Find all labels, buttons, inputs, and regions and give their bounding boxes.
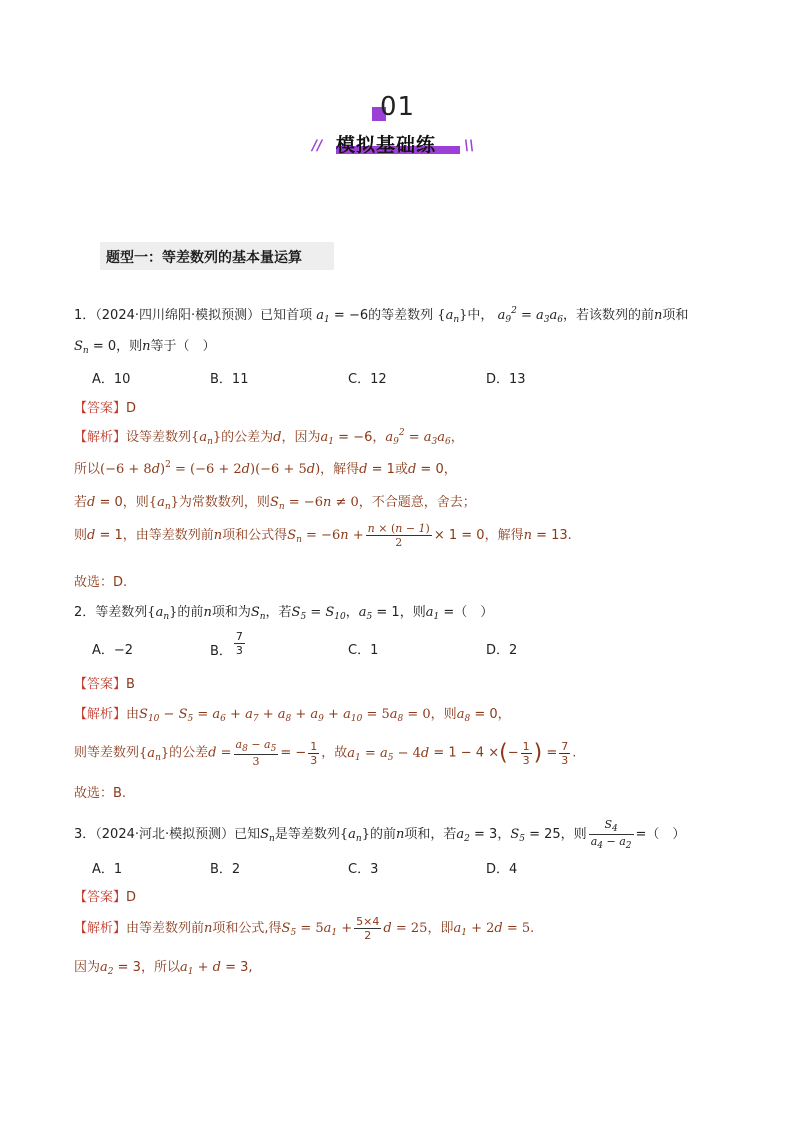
q1-option-b: B．11 [210, 372, 249, 387]
q1-conclusion: 故选：D. [74, 575, 128, 590]
q2-option-d: D．2 [486, 643, 518, 658]
q1-option-c: C．12 [348, 372, 387, 387]
q1-answer: 【答案】D [74, 401, 137, 416]
q1-stem-line2: $S_n = 0$，则n等于（ ） [74, 339, 216, 356]
q2-analysis-line1: 【解析】由$S_{10} - S_5 = a_6 + a_7 + a_8 + a_9 + a_{10} = 5a_8 = 0$，则$a_8 = 0$， [74, 707, 511, 724]
q3-answer: 【答案】D [74, 890, 137, 905]
q2-conclusion: 故选：B. [74, 786, 127, 801]
q1-analysis-line2: 所以$(-6 + 8d)^2 = (-6 + 2d)(-6 + 5d)$，解得d = 1或d = 0， [74, 460, 457, 477]
right-slash-icon: \\ [464, 138, 475, 154]
q3-stem: 3．（2024·河北·模拟预测）已知$S_n$是等差数列$\{a_n\}$的前n项和，若$a_2 = 3$，$S_5 = 25$，则 $\frac{S_4}{a_4 - a_2}$ =（ ） [74, 818, 686, 851]
section-heading [100, 242, 334, 270]
q1-analysis-line4: 则d = 1，由等差数列前n项和公式得$S_n = -6n$ + $\frac{n \times (n - 1)}{2}$ × 1 = 0，解得n = 13. [74, 522, 572, 549]
q3-option-d: D．4 [486, 862, 518, 877]
q2-analysis-line2: 则等差数列$\{a_n\}$的公差d = $\frac{a_8 - a_5}{3}$ = − $\frac{1}{3}$ ，故$a_1 = a_5 - 4d = 1 - 4$ ×(− $\frac{1}{3}$ ) = $\frac{7}{3}$ . [74, 738, 577, 768]
header-title: 模拟基础练 [336, 134, 437, 156]
q3-option-b: B．2 [210, 862, 241, 877]
q2-option-b: B． $\frac{7}{3}$ [210, 630, 243, 659]
q3-analysis-line2: 因为$a_2 = 3$，所以$a_1 + d = 3$, [74, 960, 253, 977]
q1-analysis-line3: 若d = 0，则$\{a_n\}$为常数数列，则$S_n = -6n \ne 0$，不合题意，舍去； [74, 495, 476, 512]
left-slash-icon: // [312, 138, 323, 154]
q3-analysis-line1: 【解析】由等差数列前n项和公式,得$S_5 = 5a_1$ + $\frac{5\times 4}{2}$ d = 25，即$a_1 + 2d = 5$. [74, 915, 535, 942]
q1-stem-line1: 1．（2024·四川绵阳·模拟预测）已知首项 $a_1 = -6$的等差数列 $\{a_n\}$中， $a_9^2 = a_3a_6$，若该数列的前n项和 [74, 306, 689, 325]
q2-option-a: A．−2 [92, 643, 134, 658]
header-number: 01 [380, 92, 416, 122]
q2-option-c: C．1 [348, 643, 379, 658]
q1-option-a: A．10 [92, 372, 131, 387]
q3-option-c: C．3 [348, 862, 379, 877]
q1-analysis-line1: 【解析】设等差数列$\{a_n\}$的公差为d，因为$a_1 = -6$，$a_9^2 = a_3a_6$， [74, 428, 464, 447]
q3-option-a: A．1 [92, 862, 123, 877]
section-title: 题型一：等差数列的基本量运算 [106, 250, 302, 266]
q2-answer: 【答案】B [74, 677, 135, 692]
q1-option-d: D．13 [486, 372, 526, 387]
q2-stem: 2．等差数列$\{a_n\}$的前n项和为$S_n$，若$S_5 = S_{10}$，$a_5 = 1$，则$a_1$ =（ ） [74, 605, 494, 622]
